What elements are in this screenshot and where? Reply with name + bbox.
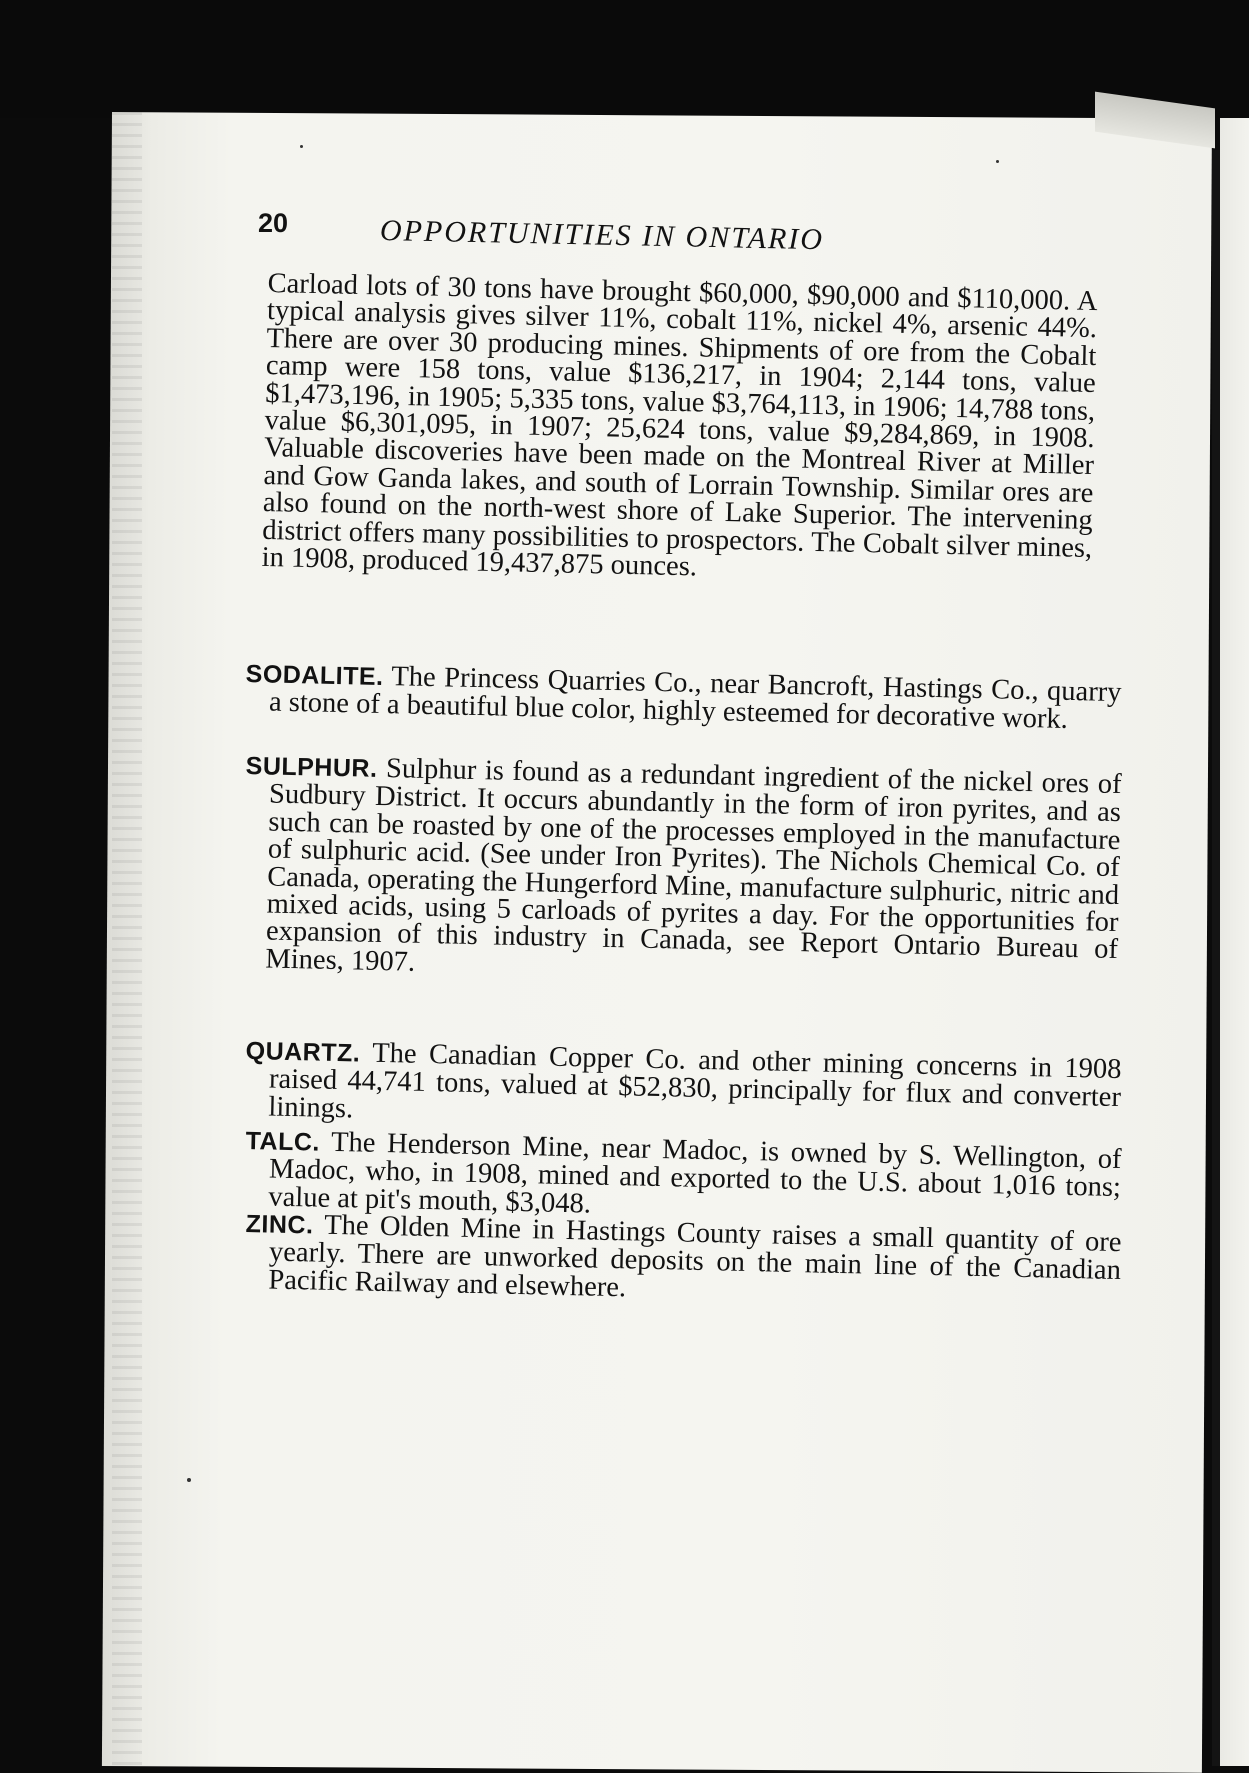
entry-term: ZINC. — [245, 1210, 314, 1240]
entry-zinc — [244, 1210, 1122, 1312]
scan-speck — [300, 145, 303, 148]
paragraph-text: Carload lots of 30 tons have brought $60,000, $90,000 and $110,000. A typical analysis gives silver 11%, cobalt 11%, nickel 4%, arsenic 44%. There are over 30 producing mines. Shipments of ore from the Cobalt camp were 158 tons, value $136,217, in 1904; 2,144 tons, value $1,473,196, in 1905; 5,335 tons, value $3,764,113, in 1906; 14,788 tons, value $6,301,095, in 1907; 25,624 tons, value $9,284,869, in 1908. Valuable discoveries have been made on the Montreal River at Miller and Gow Ganda lakes, and south of Lorrain Township. Similar ores are also found on the north-west shore of Lake Superior. The intervening district offers many possibilities to prospectors. The Cobalt silver mines, in 1908, produced 19,437,875 ounces. — [261, 268, 1098, 583]
running-head: OPPORTUNITIES IN ONTARIO — [379, 214, 825, 257]
entry-text: The Henderson Mine, near Madoc, is owned by S. Wellington, of Madoc, who, in 1908, mined and exported to the U.S. about 1,016 tons; value at pit's mouth, $3,048. — [268, 1126, 1122, 1220]
entry-term: QUARTZ. — [245, 1037, 361, 1068]
entry-text: Sulphur is found as a redundant ingredient of the nickel ores of Sudbury District. It occurs abundantly in the form of iron pyrites, and as such can be roasted by one of the processes employed in the manufacture of sulphuric acid. (See under Iron Pyrites). The Nichols Chemical Co. of Canada, operating the Hungerford Mine, manufacture sulphuric, nitric and mixed acids, using 5 carloads of pyrites a day. For the opportunities for expansion of this industry in Canada, see Report Ontario Bureau of Mines, 1907. — [265, 753, 1122, 978]
entry-sulphur — [241, 752, 1122, 991]
scan-speck — [187, 1478, 191, 1482]
entry-term: SULPHUR. — [245, 752, 378, 783]
entry-term: SODALITE. — [245, 660, 384, 692]
entry-text: The Princess Quarries Co., near Bancroft, Hastings Co., quarry a stone of a beautiful blue color, highly esteemed for decorative work. — [268, 661, 1122, 736]
paragraph-cobalt — [261, 270, 1097, 590]
entry-quartz — [244, 1037, 1122, 1139]
entry-sodalite — [245, 660, 1122, 735]
scan-speck — [996, 160, 999, 163]
page-number: 20 — [258, 208, 289, 238]
entry-text: The Canadian Copper Co. and other mining concerns in 1908 raised 44,741 tons, valued at $52,830, principally for flux and converter linings. — [268, 1037, 1122, 1125]
entry-text: The Olden Mine in Hastings County raises a small quantity of ore yearly. There are unworked deposits on the main line of the Canadian Pacific Railway and elsewhere. — [268, 1209, 1122, 1304]
entry-term: TALC. — [245, 1127, 321, 1157]
